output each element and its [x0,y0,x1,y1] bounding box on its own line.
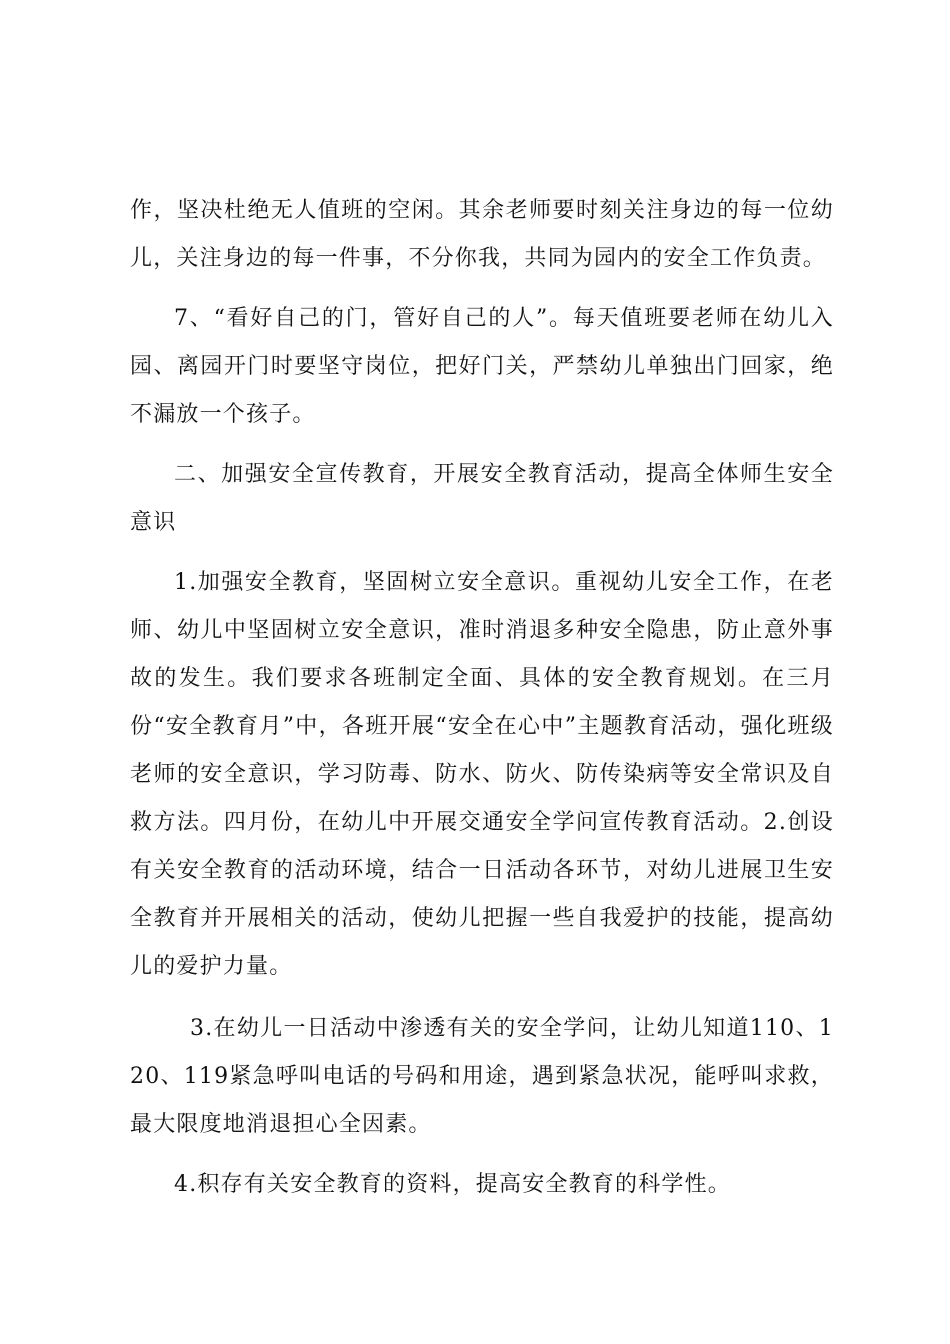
paragraph-item-1: 1.加强安全教育，坚固树立安全意识。重视幼儿安全工作，在老师、幼儿中坚固树立安全意识，准时消退多种安全隐患，防止意外事故的发生。我们要求各班制定全面、具体的安全教育规划。在三月份“安全教育月”中，各班开展“安全在心中”主题教育活动，强化班级老师的安全意识，学习防毒、防水、防火、防传染病等安全常识及自救方法。四月份，在幼儿中开展交通安全学问宣传教育活动。2.创设有关安全教育的活动环境，结合一日活动各环节，对幼儿进展卫生安全教育并开展相关的活动，使幼儿把握一些自我爱护的技能，提高幼儿的爱护力量。 [130,570,834,979]
paragraph-continuation: 作，坚决杜绝无人值班的空闲。其余老师要时刻关注身边的每一位幼儿，关注身边的每一件事，不分你我，共同为园内的安全工作负责。 [130,198,834,271]
paragraph-item-3: 3.在幼儿一日活动中渗透有关的安全学问，让幼儿知道110、120、119紧急呼叫电话的号码和用途，遇到紧急状况，能呼叫求救，最大限度地消退担心全因素。 [130,1016,834,1137]
paragraph-item-7: 7、“看好自己的门，管好自己的人”。每天值班要老师在幼儿入园、离园开门时要坚守岗位，把好门关，严禁幼儿单独出门回家，绝不漏放一个孩子。 [130,306,834,427]
document-body [130,187,834,1209]
section-heading-2: 二、加强安全宣传教育，开展安全教育活动，提高全体师生安全意识 [130,462,834,535]
paragraph-item-4: 4.积存有关安全教育的资料，提高安全教育的科学性。 [174,1172,731,1197]
